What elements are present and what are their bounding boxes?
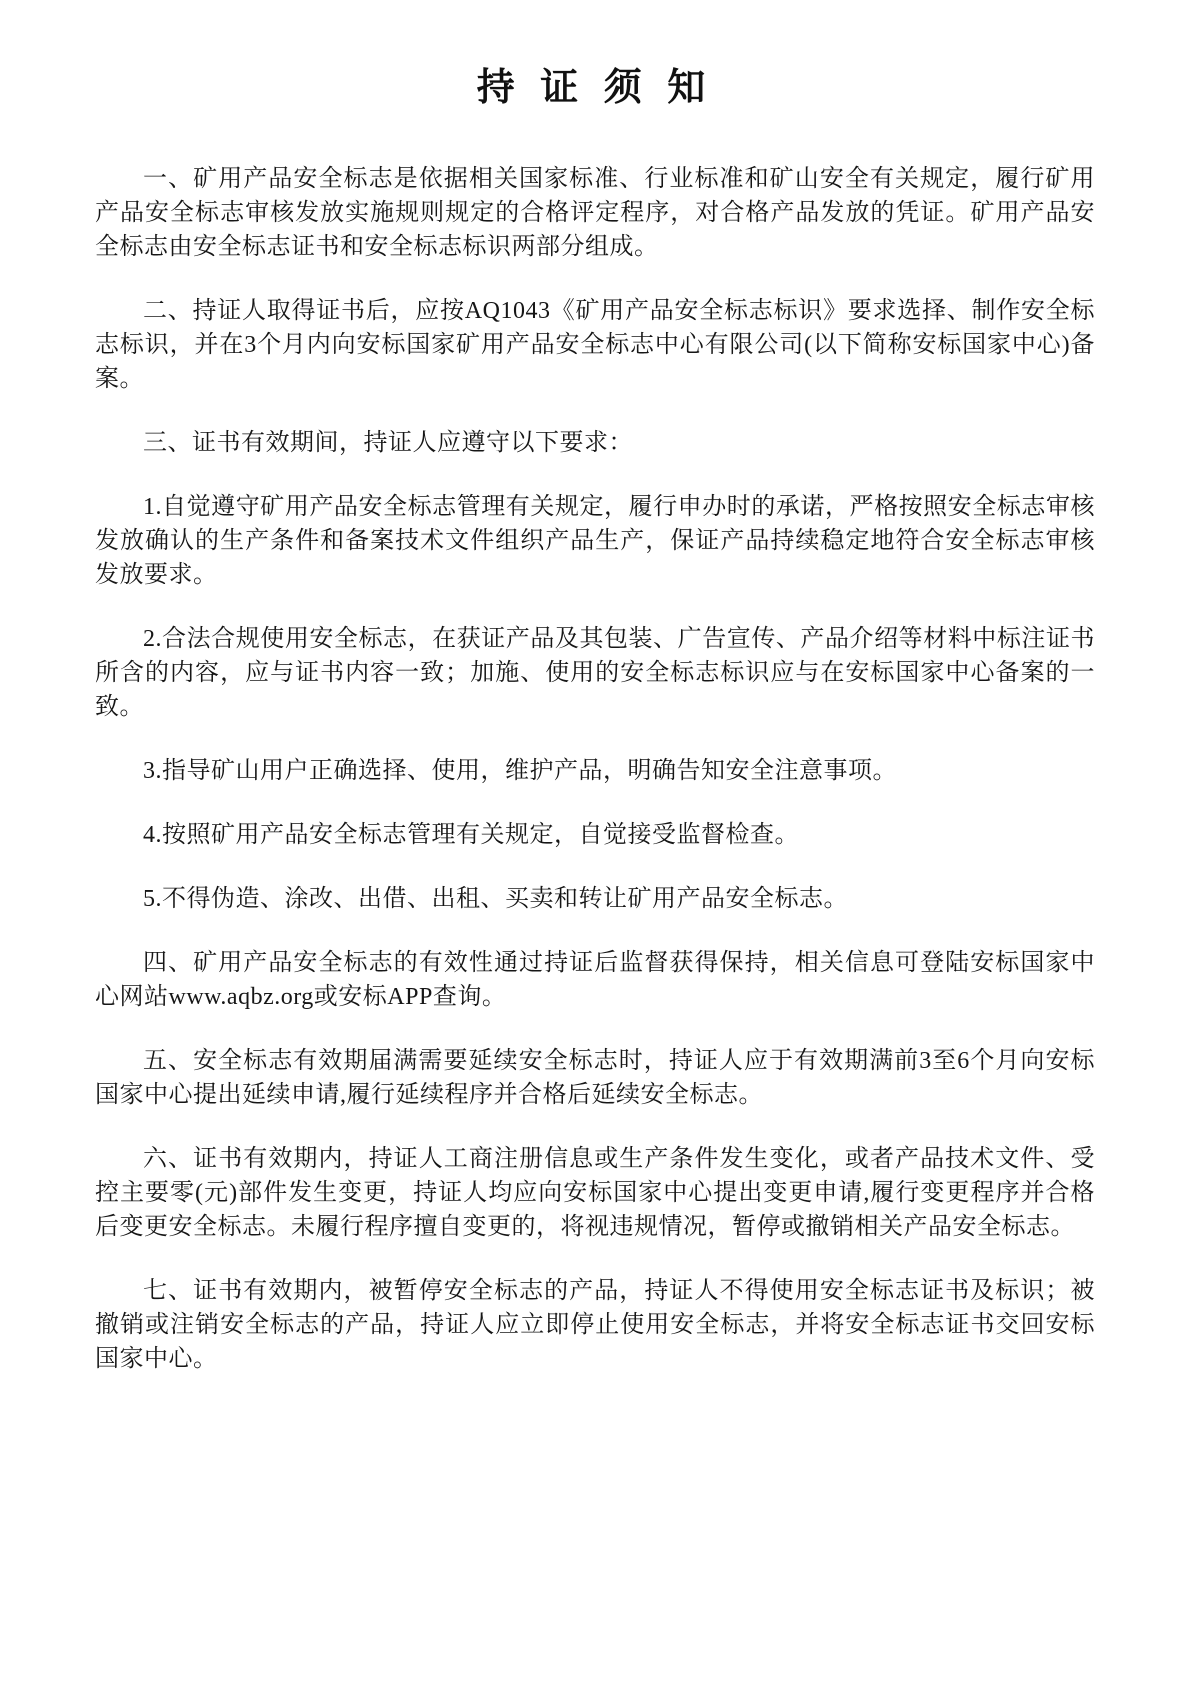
notice-paragraph-7: 七、证书有效期内，被暂停安全标志的产品，持证人不得使用安全标志证书及标识；被撤销或注销安全标志的产品，持证人应立即停止使用安全标志，并将安全标志证书交回安标国家中心。 bbox=[95, 1278, 1095, 1372]
notice-paragraph-2: 二、持证人取得证书后，应按AQ1043《矿用产品安全标志标识》要求选择、制作安全标志标识，并在3个月内向安标国家矿用产品安全标志中心有限公司(以下简称安标国家中心)备案。 bbox=[95, 298, 1095, 392]
notice-paragraph-3-item-2: 2.合法合规使用安全标志，在获证产品及其包装、广告宣传、产品介绍等材料中标注证书所含的内容，应与证书内容一致；加施、使用的安全标志标识应与在安标国家中心备案的一致。 bbox=[95, 626, 1095, 720]
notice-paragraph-5: 五、安全标志有效期届满需要延续安全标志时，持证人应于有效期满前3至6个月向安标国家中心提出延续申请,履行延续程序并合格后延续安全标志。 bbox=[95, 1048, 1095, 1108]
notice-paragraph-3-item-1: 1.自觉遵守矿用产品安全标志管理有关规定，履行申办时的承诺，严格按照安全标志审核发放确认的生产条件和备案技术文件组织产品生产，保证产品持续稳定地符合安全标志审核发放要求。 bbox=[95, 494, 1095, 588]
notice-paragraph-1: 一、矿用产品安全标志是依据相关国家标准、行业标准和矿山安全有关规定，履行矿用产品安全标志审核发放实施规则规定的合格评定程序，对合格产品发放的凭证。矿用产品安全标志由安全标志证书和安全标志标识两部分组成。 bbox=[95, 166, 1095, 260]
notice-paragraph-3: 三、证书有效期间，持证人应遵守以下要求： bbox=[143, 430, 633, 456]
document-title: 持 证 须 知 bbox=[476, 67, 714, 109]
notice-paragraph-3-item-3: 3.指导矿山用户正确选择、使用，维护产品，明确告知安全注意事项。 bbox=[143, 758, 897, 784]
notice-paragraph-6: 六、证书有效期内，持证人工商注册信息或生产条件发生变化，或者产品技术文件、受控主要零(元)部件发生变更，持证人均应向安标国家中心提出变更申请,履行变更程序并合格后变更安全标志。未履行程序擅自变更的，将视违规情况，暂停或撤销相关产品安全标志。 bbox=[95, 1146, 1095, 1240]
notice-paragraph-3-item-4: 4.按照矿用产品安全标志管理有关规定，自觉接受监督检查。 bbox=[143, 822, 799, 848]
notice-paragraph-4: 四、矿用产品安全标志的有效性通过持证后监督获得保持，相关信息可登陆安标国家中心网站www.aqbz.org或安标APP查询。 bbox=[95, 950, 1095, 1010]
notice-body bbox=[95, 162, 1095, 1376]
notice-paragraph-3-item-5: 5.不得伪造、涂改、出借、出租、买卖和转让矿用产品安全标志。 bbox=[143, 886, 848, 912]
